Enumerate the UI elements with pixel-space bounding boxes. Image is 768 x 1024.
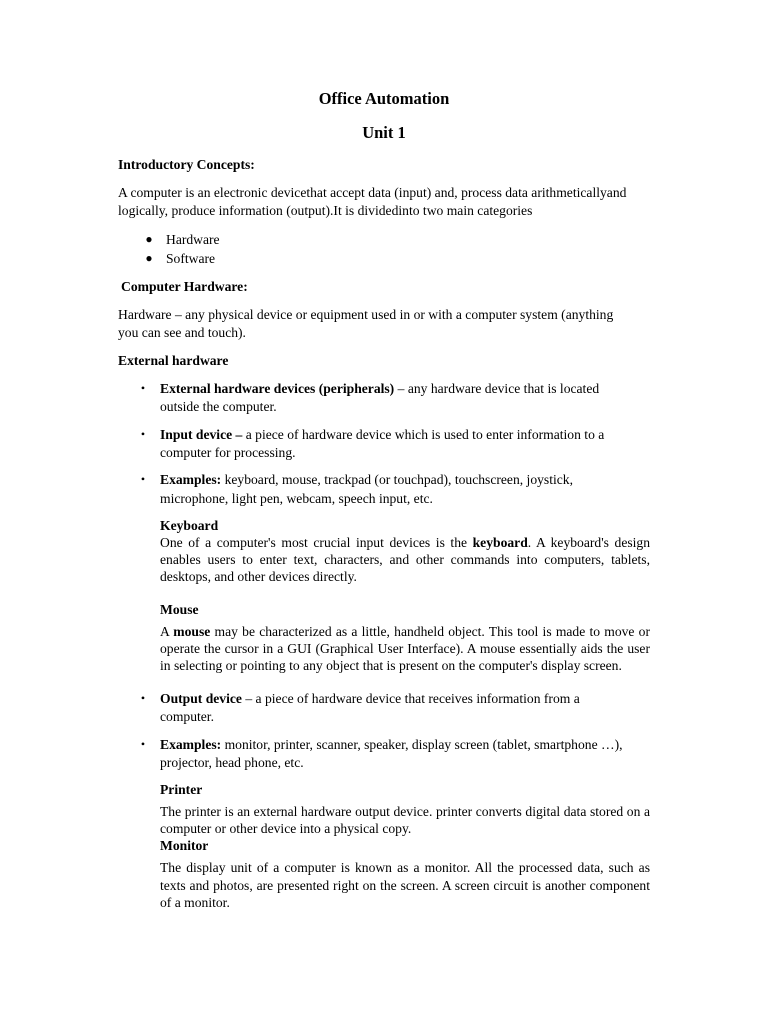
hardware-text-line-1: Hardware – any physical device or equipment used in or with a computer system (anything (118, 307, 614, 322)
category-item: Software (166, 251, 216, 266)
hardware-text-line-2: you can see and touch). (118, 325, 246, 340)
document-title: Office Automation (318, 89, 450, 108)
bullet-icon: • (140, 472, 146, 486)
mouse-paragraph (160, 623, 650, 674)
monitor-heading: Monitor (160, 838, 209, 853)
intro-heading: Introductory Concepts: (118, 157, 255, 172)
bullet-icon: • (140, 691, 146, 705)
input-text: a piece of hardware device which is used to enter information to a (242, 427, 605, 442)
bullet-icon: ● (145, 251, 153, 265)
bullet-icon: ● (145, 232, 153, 246)
intro-text-line-2: logically, produce information (output).It is dividedinto two main categories (118, 203, 533, 218)
hardware-heading: Computer Hardware: (121, 279, 248, 294)
printer-heading: Printer (160, 782, 203, 797)
output-examples-term: Examples: (160, 737, 222, 752)
output-examples-line-2: projector, head phone, etc. (160, 755, 304, 770)
input-examples-line-2: microphone, light pen, webcam, speech input, etc. (160, 491, 433, 506)
keyboard-term: keyboard (472, 535, 528, 550)
keyboard-heading: Keyboard (160, 518, 219, 533)
input-examples-term: Examples: (160, 472, 222, 487)
monitor-paragraph: The display unit of a computer is known as a monitor. All the processed data, such as texts and photos, are presented right on the screen. A screen circuit is another component of a monitor. (160, 860, 650, 910)
peripherals-term: External hardware devices (peripherals) (160, 381, 395, 396)
input-examples-text: keyboard, mouse, trackpad (or touchpad), touchscreen, joystick, (221, 472, 573, 487)
bullet-icon: • (140, 427, 146, 441)
intro-text-line-1: A computer is an electronic devicethat accept data (input) and, process data arithmeticallyand (118, 185, 627, 200)
category-item: Hardware (166, 232, 220, 247)
peripherals-text: – any hardware device that is located (394, 381, 600, 396)
mouse-text-rest: may be characterized as a little, handheld object. This tool is made to move or operate the cursor in a GUI (Graphical User Interface). A mouse essentially aids the user in selecting or pointing to any object that is present on the computer's display screen. (160, 624, 651, 673)
keyboard-paragraph (160, 534, 650, 585)
keyboard-text-rest: . A keyboard's design enables users to enter text, characters, and other commands into computers, tablets, desktops, and other devices directly. (160, 535, 651, 584)
output-term: Output device (160, 691, 242, 706)
input-term: Input device – (160, 427, 243, 442)
input-text-line-2: computer for processing. (160, 445, 296, 460)
mouse-text: A (160, 624, 174, 639)
mouse-heading: Mouse (160, 602, 199, 617)
output-text-line-2: computer. (160, 709, 214, 724)
output-text: – a piece of hardware device that receives information from a (241, 691, 580, 706)
mouse-term: mouse (173, 624, 211, 639)
printer-paragraph: The printer is an external hardware output device. printer converts digital data stored on a computer or other device into a physical copy. (160, 804, 650, 836)
bullet-icon: • (140, 737, 146, 751)
keyboard-text: One of a computer's most crucial input devices is the (160, 535, 473, 550)
external-heading: External hardware (118, 353, 229, 368)
bullet-icon: • (140, 381, 146, 395)
output-examples-text: monitor, printer, scanner, speaker, display screen (tablet, smartphone …), (221, 737, 623, 752)
peripherals-text-line-2: outside the computer. (160, 399, 277, 414)
unit-title: Unit 1 (362, 123, 406, 142)
